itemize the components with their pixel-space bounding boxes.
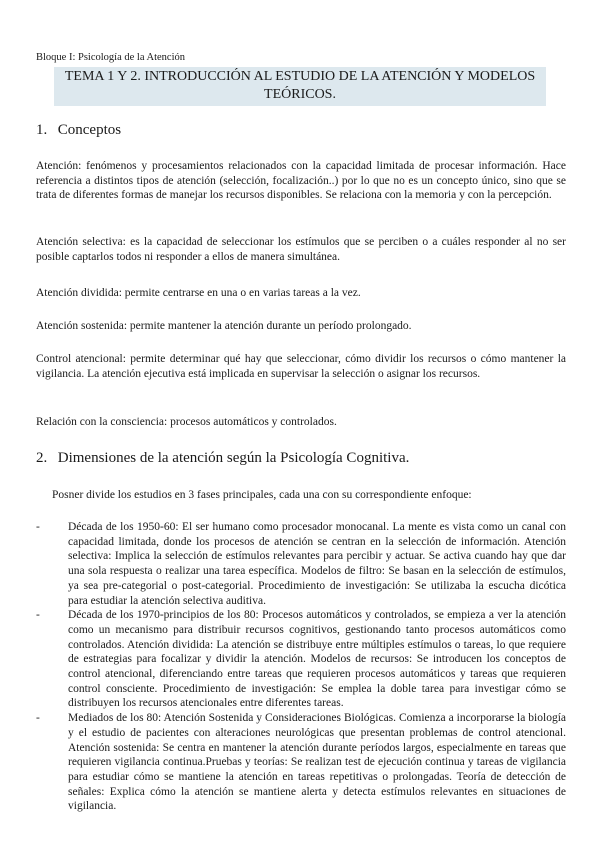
paragraph-text: Atención dividida: permite centrarse en una o en varias tareas a la vez. — [36, 287, 361, 299]
paragraph-text: Relación con la consciencia: procesos automáticos y controlados. — [36, 416, 337, 428]
list-item — [36, 608, 566, 711]
section-1-heading — [36, 122, 121, 139]
paragraph-text: Posner divide los estudios en 3 fases principales, cada una con su correspondiente enfoque: — [52, 489, 472, 501]
paragraph-text: Atención selectiva: es la capacidad de seleccionar los estímulos que se perciben o a cuáles responder al no ser posible captarlos todos ni responder a ellos de manera simultánea. — [36, 236, 566, 263]
paragraph-control-atencional — [36, 352, 566, 381]
paragraph-text: Control atencional: permite determinar qué hay que seleccionar, cómo dividir los recursos o cómo mantener la vigilancia. La atención ejecutiva está implicada en supervisar la selección o asignar los recursos. — [36, 353, 566, 380]
section-2-number: 2. — [36, 450, 48, 466]
dash-bullet: - — [36, 712, 40, 725]
section-2-title: Dimensiones de la atención según la Psicología Cognitiva. — [57, 450, 410, 466]
paragraph-atencion-selectiva — [36, 235, 566, 264]
dash-bullet: - — [36, 521, 40, 533]
list-item-text: Mediados de los 80: Atención Sostenida y Consideraciones Biológicas. Comienza a incorporarse la biología y el estudio de pacientes con alteraciones neurológicas que presentan problemas de control atencional. Atención sostenida: Se centra en mantener la atención durante períodos largos, especialmente en tareas que requieren vigilancia continua.Pruebas y teorías: Se realizan test de ejecución continua y tareas de vigilancia para estudiar cómo se mantiene la atención en tareas repetitivas o prolongadas. Teoría de detección de señales: Explica cómo la atención se mantiene alerta y detecta estímulos relevantes en situaciones de vigilancia. — [68, 712, 566, 813]
paragraph-atencion-sostenida — [36, 319, 566, 334]
list-item — [36, 520, 566, 608]
section-1-number: 1. — [36, 122, 48, 138]
phases-list — [36, 520, 566, 814]
list-item-text: Década de los 1950-60: El ser humano como procesador monocanal. La mente es vista como un canal con capacidad limitada, donde los procesos de atención se centran en la selección de información. Atención selectiva: Implica la selección de estímulos relevantes para percibir y actuar. Se activa cuando hay que dar una sola respuesta o realizar una tarea específica. Modelos de filtro: Se basan en la selección de estímulos, ya sea pre-categorial o post-categorial. Procedimiento de investigación: Se utilizaba la escucha dicótica para estudiar la atención selectiva auditiva. — [68, 521, 566, 607]
paragraph-atencion — [36, 159, 566, 203]
paragraph-atencion-dividida — [36, 286, 566, 301]
dash-bullet: - — [36, 609, 40, 622]
paragraph-text: Atención sostenida: permite mantener la atención durante un período prolongado. — [36, 320, 412, 332]
page-title-line-2: TEÓRICOS. — [264, 87, 336, 102]
section-2-intro — [52, 488, 566, 503]
list-item — [36, 711, 566, 814]
page-title — [54, 67, 546, 106]
page-title-line-1: TEMA 1 Y 2. INTRODUCCIÓN AL ESTUDIO DE LA ATENCIÓN Y MODELOS — [64, 69, 536, 84]
section-1-title: Conceptos — [57, 122, 122, 138]
paragraph-consciencia — [36, 415, 566, 430]
block-label: Bloque I: Psicología de la Atención — [36, 52, 186, 63]
list-item-text: Década de los 1970-principios de los 80: Procesos automáticos y controlados, se empieza a ver la atención como un mecanismo para distribuir recursos cognitivos, gestionando tanto procesos automáticos como controlados. Atención dividida: La atención se distribuye entre múltiples estímulos o tareas, lo que requiere de estrategias para focalizar y dividir la atención. Modelos de recursos: Se introducen los conceptos de control atencional, diferenciando entre tareas que requieren procesos automáticos y tareas que requieren control consciente. Procedimiento de investigación: Se emplea la doble tarea para investigar cómo se distribuyen los recursos atencionales entre diferentes tareas. — [68, 609, 566, 710]
paragraph-text: Atención: fenómenos y procesamientos relacionados con la capacidad limitada de procesar información. Hace referencia a distintos tipos de atención (selección, focalización..) por lo que no es un concepto único, sino que se trata de diferentes formas de manejar los recursos disponibles. Se relaciona con la memoria y con la percepción. — [36, 160, 566, 202]
section-2-heading — [36, 450, 409, 467]
